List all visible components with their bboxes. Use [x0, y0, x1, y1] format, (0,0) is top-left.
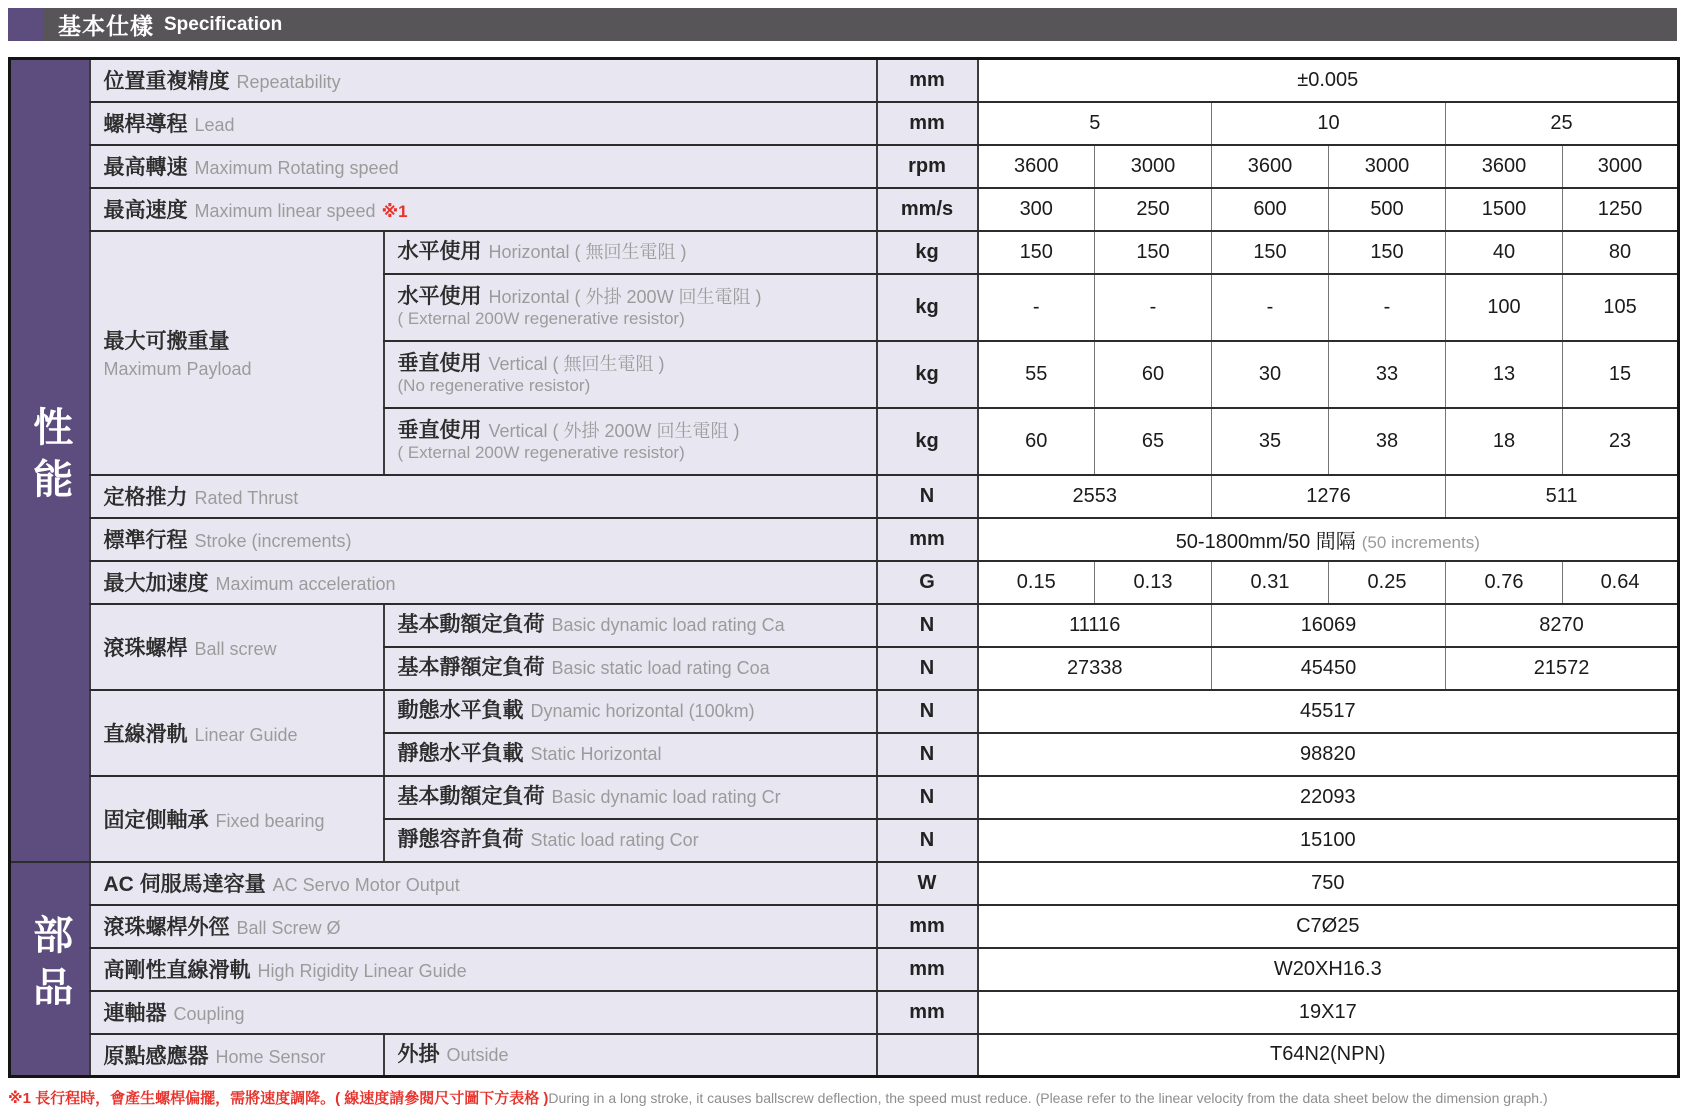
row-label [90, 145, 877, 188]
value-text: 2553 [1072, 484, 1117, 507]
row-sublabel [384, 1034, 877, 1077]
value-text: 3600 [1014, 154, 1059, 177]
row-sublabel [384, 604, 877, 647]
row-label-zh: 位置重複精度 [103, 70, 230, 94]
section-title-text: 部品 [27, 914, 72, 1019]
value-cell [1563, 408, 1679, 475]
row-sublabel-en2: (No regenerative resistor) [397, 376, 591, 396]
row-label [90, 991, 877, 1034]
row-sublabel-zh: 基本動額定負荷 [397, 612, 545, 636]
unit-text: kg [915, 240, 939, 263]
section-label-parts [10, 862, 90, 1077]
value-cell [1212, 188, 1329, 231]
group-label [90, 231, 384, 475]
value-text: 1276 [1306, 484, 1351, 507]
row-label-en: Rated Thrust [194, 488, 299, 508]
value-text: 1500 [1481, 197, 1527, 220]
value-cell [978, 231, 1095, 274]
row-label-zh: 最高轉速 [103, 156, 188, 179]
value-text: 33 [1375, 362, 1399, 385]
value-text: 15 [1608, 362, 1632, 385]
table-row [10, 231, 1679, 274]
group-label-en: Linear Guide [194, 724, 298, 745]
value-cell [978, 690, 1679, 733]
row-label-zh: 最高速度 [103, 199, 188, 222]
row-sublabel [384, 819, 877, 862]
value-text: 22093 [1299, 785, 1356, 808]
row-label-zh: 滾珠螺桿外徑 [103, 916, 230, 939]
value-cell [978, 102, 1212, 145]
value-text: 16069 [1300, 613, 1357, 636]
value-text: W20XH16.3 [1273, 957, 1382, 980]
value-cell [1095, 408, 1212, 475]
value-cell [1329, 274, 1446, 341]
value-text: 3000 [1130, 154, 1176, 177]
value-text: 0.15 [1016, 570, 1056, 593]
spec-table-body [10, 59, 1679, 1077]
value-cell [1329, 408, 1446, 475]
table-row [10, 188, 1679, 231]
group-label-en: Maximum Payload [103, 359, 252, 379]
row-sublabel-zh: 水平使用 [397, 285, 482, 309]
row-label-en: Maximum Rotating speed [194, 158, 399, 178]
value-text: 3600 [1481, 154, 1527, 177]
unit-cell [877, 690, 978, 733]
row-sublabel-zh: 基本靜額定負荷 [397, 655, 545, 679]
row-label-en: AC Servo Motor Output [272, 875, 460, 895]
header-title-bar [43, 8, 1677, 41]
unit-text: mm [909, 68, 945, 91]
section-label-performance [10, 59, 90, 862]
value-text: 23 [1608, 429, 1632, 452]
value-cell [978, 819, 1679, 862]
row-label-zh: AC 伺服馬達容量 [103, 873, 266, 896]
row-sublabel-en: Vertical ( 無回生電阻 ) [488, 354, 665, 375]
table-row [10, 948, 1679, 991]
value-text: 0.64 [1600, 570, 1640, 593]
row-label [90, 518, 877, 561]
value-cell [1329, 188, 1446, 231]
row-sublabel [384, 231, 877, 274]
value-text: - [1032, 295, 1040, 318]
page-title-en: Specification [164, 13, 283, 35]
value-text: 0.31 [1250, 570, 1290, 593]
value-cell [1095, 561, 1212, 604]
value-text: 600 [1253, 197, 1287, 220]
unit-cell [877, 231, 978, 274]
unit-cell [877, 188, 978, 231]
value-cell [978, 862, 1679, 905]
table-row [10, 475, 1679, 518]
value-cell [1329, 561, 1446, 604]
unit-cell [877, 776, 978, 819]
unit-cell [877, 819, 978, 862]
unit-cell [877, 948, 978, 991]
group-label-zh: 固定側軸承 [103, 808, 209, 832]
value-text: 60 [1025, 429, 1048, 452]
value-cell [978, 518, 1679, 561]
group-label-en: Ball screw [194, 638, 277, 659]
unit-text: kg [915, 362, 939, 385]
row-label [90, 475, 877, 518]
value-cell [1446, 231, 1563, 274]
section-title-text: 性能 [27, 405, 72, 510]
value-text: 18 [1492, 429, 1516, 452]
row-label-en: Ball Screw Ø [236, 918, 341, 938]
value-text: 105 [1603, 295, 1637, 318]
value-text: 5 [1089, 111, 1101, 134]
group-label [90, 776, 384, 862]
value-cell [1446, 341, 1563, 408]
specification-table [8, 57, 1680, 1078]
unit-text: N [919, 656, 935, 679]
value-text: 40 [1492, 240, 1516, 263]
group-label-en: Fixed bearing [215, 810, 325, 831]
unit-text: mm/s [900, 197, 954, 220]
row-label-zh: 標準行程 [103, 529, 188, 552]
row-label-en: Stroke (increments) [194, 531, 352, 551]
group-label-zh: 直線滑軌 [103, 722, 188, 746]
value-text: 8270 [1539, 613, 1584, 636]
table-row [10, 604, 1679, 647]
value-cell [978, 948, 1679, 991]
value-text: 19X17 [1298, 1000, 1357, 1023]
value-text: 3000 [1597, 154, 1643, 177]
value-cell [978, 1034, 1679, 1077]
value-text: 30 [1258, 362, 1282, 385]
value-cell [978, 604, 1212, 647]
unit-cell [877, 274, 978, 341]
group-label-zh: 滾珠螺桿 [103, 636, 188, 660]
table-row [10, 1034, 1679, 1077]
row-sublabel-en: Basic static load rating Coa [551, 657, 770, 678]
value-cell [1563, 145, 1679, 188]
row-label-en: Repeatability [236, 72, 341, 93]
table-row [10, 102, 1679, 145]
row-sublabel-en2: ( External 200W regenerative resistor) [397, 309, 685, 329]
row-sublabel-zh: 外掛 [397, 1042, 440, 1066]
unit-text: mm [909, 1000, 945, 1023]
value-cell [1563, 274, 1679, 341]
table-row [10, 690, 1679, 733]
value-cell [1446, 102, 1679, 145]
footnote-zh: ※1 長行程時，會產生螺桿偏擺，需將速度調降。( 線速度請參閱尺寸圖下方表格 ) [8, 1090, 549, 1107]
value-cell [1212, 408, 1329, 475]
group-label-zh: 最大可搬重量 [103, 330, 230, 353]
value-cell [978, 475, 1212, 518]
value-cell [1446, 274, 1563, 341]
value-suffix: (50 increments) [1361, 532, 1480, 552]
value-cell [1212, 475, 1446, 518]
row-sublabel-zh: 垂直使用 [397, 419, 482, 443]
value-text: 750 [1311, 871, 1345, 894]
row-sublabel-en: Dynamic horizontal (100km) [530, 700, 755, 721]
value-cell [978, 59, 1679, 102]
value-text: 3000 [1364, 154, 1410, 177]
unit-text: N [919, 699, 935, 722]
unit-text: G [919, 570, 935, 593]
row-sublabel-en: Static Horizontal [530, 743, 662, 764]
row-label-en: High Rigidity Linear Guide [257, 961, 467, 981]
footnote-ref: ※1 [381, 202, 408, 221]
value-text: 50-1800mm/50 間隔 [1175, 530, 1356, 553]
unit-text: N [919, 742, 935, 765]
unit-cell [877, 905, 978, 948]
row-label [90, 948, 877, 991]
row-label-en: Home Sensor [215, 1046, 326, 1067]
table-row [10, 145, 1679, 188]
row-sublabel [384, 690, 877, 733]
row-sublabel [384, 776, 877, 819]
row-label-en: Coupling [173, 1004, 245, 1024]
row-label-zh: 原點感應器 [103, 1044, 209, 1068]
table-row [10, 776, 1679, 819]
value-text: - [1149, 295, 1157, 318]
value-cell [1446, 408, 1563, 475]
value-text: 150 [1253, 240, 1287, 263]
unit-text: kg [915, 429, 939, 452]
value-text: 80 [1608, 240, 1632, 263]
unit-cell [877, 1034, 978, 1077]
value-cell [978, 188, 1095, 231]
value-cell [1329, 341, 1446, 408]
section-header [8, 8, 1677, 41]
value-cell [978, 145, 1095, 188]
value-cell [1095, 145, 1212, 188]
value-text: 150 [1019, 240, 1053, 263]
value-cell [1446, 475, 1679, 518]
value-text: 0.25 [1367, 570, 1407, 593]
value-text: 100 [1487, 295, 1521, 318]
unit-text: mm [909, 914, 945, 937]
value-cell [1446, 604, 1679, 647]
value-text: 250 [1136, 197, 1170, 220]
row-sublabel [384, 647, 877, 690]
row-sublabel-en: Basic dynamic load rating Ca [551, 614, 785, 635]
unit-text: N [919, 613, 935, 636]
value-cell [1212, 102, 1446, 145]
row-sublabel-zh: 基本動額定負荷 [397, 784, 545, 808]
unit-text: N [919, 484, 935, 507]
row-label-zh: 最大加速度 [103, 572, 209, 595]
unit-text: rpm [908, 154, 946, 177]
row-sublabel [384, 733, 877, 776]
row-label-zh: 螺桿導程 [103, 113, 188, 136]
value-cell [1329, 145, 1446, 188]
row-label [90, 561, 877, 604]
unit-text: N [919, 785, 935, 808]
value-cell [1446, 561, 1563, 604]
value-text: 10 [1317, 111, 1340, 134]
value-text: 3600 [1247, 154, 1293, 177]
value-text: 35 [1258, 429, 1282, 452]
row-label-zh: 定格推力 [103, 486, 188, 509]
row-sublabel-en: Static load rating Cor [530, 829, 699, 850]
table-row [10, 59, 1679, 102]
value-cell [978, 408, 1095, 475]
value-cell [978, 561, 1095, 604]
value-cell [1212, 145, 1329, 188]
row-label [90, 862, 877, 905]
row-label [90, 905, 877, 948]
value-text: ±0.005 [1297, 68, 1359, 91]
table-row [10, 862, 1679, 905]
unit-cell [877, 475, 978, 518]
value-text: 98820 [1299, 742, 1356, 765]
unit-text: W [917, 871, 937, 894]
unit-cell [877, 604, 978, 647]
row-sublabel-zh: 水平使用 [397, 239, 482, 263]
value-text: 27338 [1066, 656, 1123, 679]
value-cell [978, 341, 1095, 408]
value-text: 300 [1019, 197, 1053, 220]
value-text: 511 [1545, 484, 1578, 507]
value-cell [1212, 274, 1329, 341]
row-sublabel-en: Outside [446, 1044, 509, 1065]
value-cell [1329, 231, 1446, 274]
value-text: 0.13 [1133, 570, 1173, 593]
table-row [10, 518, 1679, 561]
row-label-en: Lead [194, 115, 235, 135]
value-text: - [1266, 295, 1274, 318]
row-sublabel [384, 341, 877, 408]
value-cell [978, 905, 1679, 948]
value-text: 13 [1492, 362, 1516, 385]
page-title-zh: 基本仕樣 [58, 13, 154, 39]
value-cell [1446, 145, 1563, 188]
value-cell [1212, 561, 1329, 604]
value-text: 150 [1136, 240, 1170, 263]
value-text: 150 [1370, 240, 1404, 263]
value-cell [1095, 188, 1212, 231]
row-label [90, 188, 877, 231]
value-text: C7Ø25 [1296, 914, 1360, 937]
value-cell [1446, 188, 1563, 231]
value-text: T64N2(NPN) [1269, 1043, 1386, 1066]
unit-cell [877, 733, 978, 776]
header-accent-square [8, 8, 43, 41]
unit-cell [877, 991, 978, 1034]
row-sublabel [384, 274, 877, 341]
value-cell [1095, 274, 1212, 341]
row-label [90, 102, 877, 145]
group-label [90, 690, 384, 776]
unit-cell [877, 341, 978, 408]
value-text: 65 [1141, 429, 1165, 452]
value-text: - [1383, 295, 1391, 318]
value-cell [1563, 341, 1679, 408]
value-cell [978, 647, 1212, 690]
value-cell [1446, 647, 1679, 690]
value-text: 15100 [1299, 828, 1356, 851]
value-text: 60 [1141, 362, 1165, 385]
row-sublabel-en2: ( External 200W regenerative resistor) [397, 443, 685, 463]
unit-cell [877, 59, 978, 102]
row-label-zh: 高剛性直線滑軌 [103, 959, 251, 982]
unit-cell [877, 518, 978, 561]
value-text: 500 [1370, 197, 1404, 220]
row-sublabel-zh: 靜態容許負荷 [397, 827, 524, 851]
footnote [8, 1087, 1677, 1108]
table-row [10, 991, 1679, 1034]
value-text: 45450 [1300, 656, 1357, 679]
row-label [90, 1034, 384, 1077]
unit-text: mm [909, 527, 945, 550]
row-sublabel-zh: 靜態水平負載 [397, 741, 524, 765]
row-label [90, 59, 877, 102]
value-text: 21572 [1533, 656, 1590, 679]
row-sublabel-zh: 垂直使用 [397, 352, 482, 376]
value-text: 45517 [1299, 699, 1356, 722]
value-text: 11116 [1069, 613, 1121, 636]
value-cell [1212, 604, 1446, 647]
row-sublabel-en: Horizontal ( 外掛 200W 回生電阻 ) [488, 287, 762, 308]
value-cell [978, 274, 1095, 341]
value-cell [978, 776, 1679, 819]
value-cell [1212, 341, 1329, 408]
unit-text: kg [915, 295, 939, 318]
group-label [90, 604, 384, 690]
row-sublabel-en: Vertical ( 外掛 200W 回生電阻 ) [488, 421, 740, 442]
row-sublabel-en: Horizontal ( 無回生電阻 ) [488, 241, 687, 262]
value-cell [1095, 231, 1212, 274]
value-text: 55 [1025, 362, 1048, 385]
row-label-en: Maximum linear speed [194, 201, 376, 221]
value-text: 0.76 [1484, 570, 1524, 593]
value-cell [1563, 188, 1679, 231]
value-cell [978, 991, 1679, 1034]
row-sublabel-en: Basic dynamic load rating Cr [551, 786, 781, 807]
table-row [10, 905, 1679, 948]
row-sublabel [384, 408, 877, 475]
value-text: 25 [1550, 111, 1573, 134]
value-cell [1563, 561, 1679, 604]
table-row [10, 561, 1679, 604]
unit-text: N [919, 828, 935, 851]
unit-cell [877, 102, 978, 145]
unit-cell [877, 862, 978, 905]
row-label-zh: 連軸器 [103, 1002, 167, 1025]
value-cell [1563, 231, 1679, 274]
footnote-en: During in a long stroke, it causes ballscrew deflection, the speed must reduce. (Please refer to the linear velocity from the data sheet below the dimension graph.) [548, 1090, 1548, 1106]
unit-text: mm [909, 957, 945, 980]
value-cell [978, 733, 1679, 776]
unit-cell [877, 561, 978, 604]
row-label-en: Maximum acceleration [215, 574, 396, 594]
unit-cell [877, 145, 978, 188]
value-text: 38 [1375, 429, 1399, 452]
value-cell [1095, 341, 1212, 408]
unit-cell [877, 408, 978, 475]
value-cell [1212, 647, 1446, 690]
unit-text: mm [909, 111, 945, 134]
row-sublabel-zh: 動態水平負載 [397, 698, 524, 722]
value-text: 1250 [1597, 197, 1643, 220]
value-cell [1212, 231, 1329, 274]
unit-cell [877, 647, 978, 690]
